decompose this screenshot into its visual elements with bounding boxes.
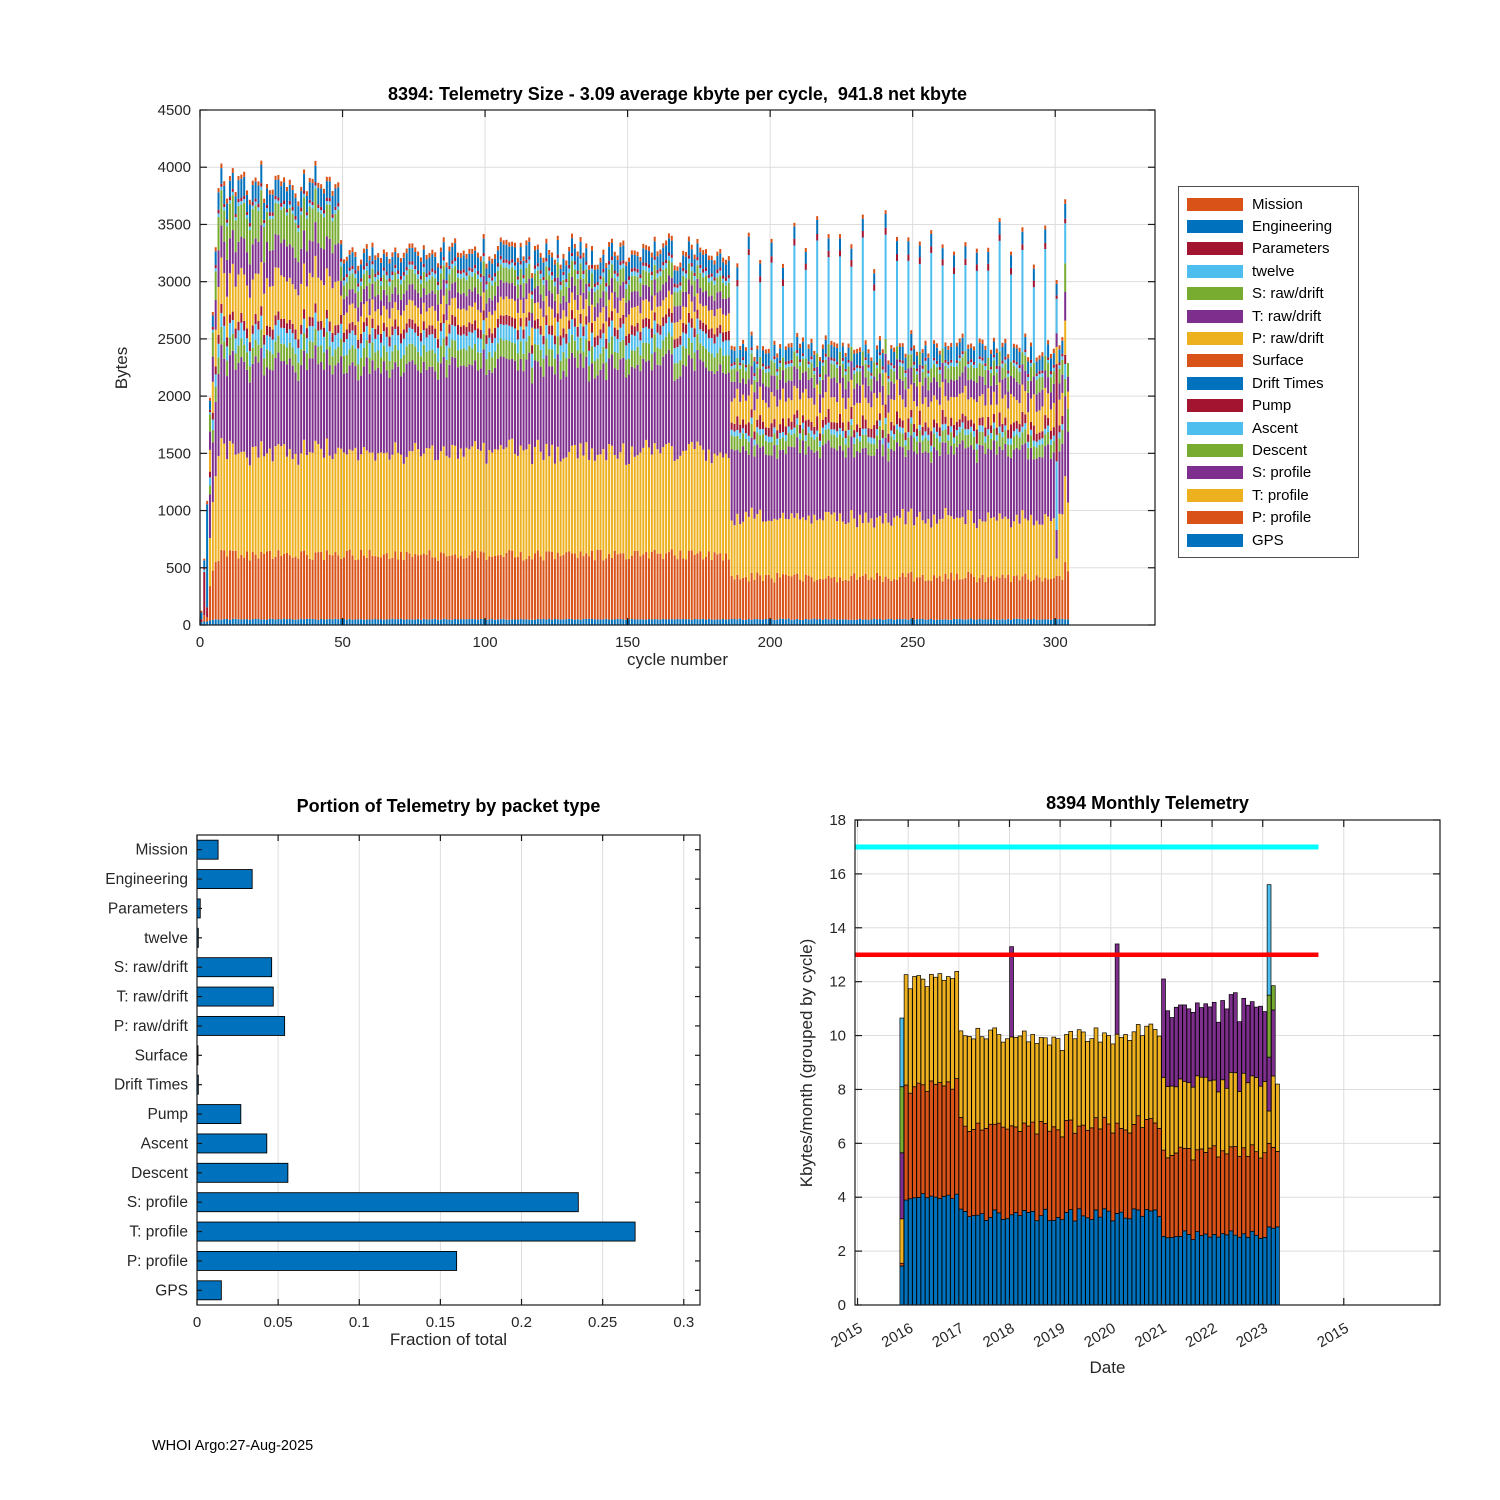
legend-swatch-icon: [1187, 310, 1243, 323]
svg-text:0.05: 0.05: [263, 1314, 293, 1331]
legend-item: [1187, 283, 1350, 305]
legend-item: [1187, 462, 1350, 484]
legend-label: P: raw/drift: [1252, 330, 1324, 348]
legend-item: [1187, 395, 1350, 417]
monthly-chart-xlabel: Date: [1089, 1358, 1126, 1377]
legend-label: Mission: [1252, 195, 1303, 213]
footer-text: WHOI Argo:27-Aug-2025: [152, 1438, 314, 1454]
legend-label: Engineering: [1252, 218, 1333, 236]
svg-text:Descent: Descent: [131, 1164, 188, 1182]
svg-text:S: profile: S: profile: [126, 1194, 188, 1212]
svg-text:2500: 2500: [157, 330, 191, 348]
legend-item: [1187, 417, 1350, 439]
svg-text:300: 300: [1042, 634, 1068, 651]
legend-swatch-icon: [1187, 511, 1243, 524]
svg-text:18: 18: [829, 812, 846, 829]
legend-swatch-icon: [1187, 354, 1243, 367]
legend-swatch-icon: [1187, 220, 1243, 233]
svg-text:150: 150: [615, 634, 641, 651]
svg-text:12: 12: [829, 973, 846, 991]
svg-text:0.2: 0.2: [511, 1314, 532, 1331]
svg-text:Mission: Mission: [135, 841, 188, 859]
legend-label: Surface: [1252, 352, 1304, 370]
svg-text:0.3: 0.3: [673, 1314, 695, 1331]
svg-text:1500: 1500: [157, 445, 191, 463]
svg-text:Parameters: Parameters: [107, 900, 188, 918]
svg-text:T: profile: T: profile: [129, 1223, 188, 1241]
portion-chart-title: Portion of Telemetry by packet type: [296, 796, 601, 816]
svg-text:100: 100: [472, 634, 498, 651]
legend-swatch-icon: [1187, 534, 1243, 547]
svg-text:500: 500: [165, 559, 191, 577]
legend-label: Pump: [1252, 397, 1292, 415]
legend: [1178, 186, 1359, 558]
legend-swatch-icon: [1187, 466, 1243, 479]
legend-label: P: profile: [1252, 509, 1312, 527]
legend-label: Drift Times: [1252, 374, 1324, 392]
legend-item: [1187, 372, 1350, 394]
legend-item: [1187, 327, 1350, 349]
svg-text:0: 0: [837, 1297, 846, 1314]
svg-text:Drift Times: Drift Times: [113, 1076, 188, 1094]
legend-label: twelve: [1252, 262, 1295, 280]
svg-text:3500: 3500: [157, 216, 191, 234]
svg-text:2020: 2020: [1081, 1319, 1119, 1352]
legend-item: [1187, 238, 1350, 260]
legend-label: Ascent: [1252, 419, 1298, 437]
svg-text:2000: 2000: [157, 388, 191, 406]
svg-text:GPS: GPS: [155, 1282, 188, 1300]
svg-text:P: profile: P: profile: [126, 1252, 188, 1270]
svg-text:0: 0: [195, 634, 205, 651]
legend-swatch-icon: [1187, 422, 1243, 435]
svg-text:1000: 1000: [157, 502, 191, 520]
svg-text:Pump: Pump: [147, 1106, 188, 1124]
legend-item: [1187, 193, 1350, 215]
svg-text:200: 200: [757, 634, 783, 651]
svg-text:10: 10: [829, 1027, 846, 1045]
svg-text:Ascent: Ascent: [140, 1135, 188, 1153]
legend-label: GPS: [1252, 531, 1284, 549]
svg-text:4000: 4000: [157, 159, 191, 177]
legend-item: [1187, 439, 1350, 461]
svg-text:16: 16: [829, 865, 846, 883]
legend-swatch-icon: [1187, 377, 1243, 390]
legend-item: [1187, 506, 1350, 528]
top-chart: [158, 102, 1155, 651]
monthly-chart-title: 8394 Monthly Telemetry: [1046, 793, 1249, 813]
svg-text:2019: 2019: [1030, 1319, 1069, 1352]
legend-swatch-icon: [1187, 242, 1243, 255]
svg-text:2015: 2015: [1314, 1319, 1352, 1352]
svg-text:250: 250: [900, 634, 926, 651]
legend-label: S: profile: [1252, 464, 1312, 482]
svg-text:Surface: Surface: [134, 1047, 188, 1065]
svg-text:P: raw/drift: P: raw/drift: [113, 1017, 188, 1035]
svg-text:Engineering: Engineering: [105, 871, 188, 889]
portion-chart: [105, 835, 700, 1331]
legend-swatch-icon: [1187, 332, 1243, 345]
svg-text:2021: 2021: [1132, 1319, 1170, 1352]
monthly-chart: [828, 812, 1440, 1351]
legend-swatch-icon: [1187, 444, 1243, 457]
svg-text:S: raw/drift: S: raw/drift: [113, 959, 188, 977]
legend-label: T: raw/drift: [1252, 307, 1322, 325]
svg-text:4: 4: [837, 1189, 846, 1207]
monthly-chart-ylabel: Kbytes/month (grouped by cycle): [797, 938, 816, 1188]
legend-label: T: profile: [1252, 486, 1309, 504]
svg-text:2: 2: [837, 1243, 846, 1261]
top-chart-ylabel: Bytes: [112, 346, 131, 390]
legend-swatch-icon: [1187, 489, 1243, 502]
svg-text:0.15: 0.15: [425, 1314, 455, 1331]
legend-item: [1187, 215, 1350, 237]
top-chart-title: 8394: Telemetry Size - 3.09 average kbyte per cycle, 941.8 net kbyte: [388, 84, 967, 104]
legend-swatch-icon: [1187, 399, 1243, 412]
svg-text:2022: 2022: [1182, 1319, 1221, 1352]
svg-text:0.25: 0.25: [588, 1314, 618, 1331]
legend-item: [1187, 260, 1350, 282]
legend-swatch-icon: [1187, 265, 1243, 278]
legend-label: Parameters: [1252, 240, 1330, 258]
svg-text:2023: 2023: [1233, 1319, 1271, 1352]
legend-swatch-icon: [1187, 198, 1243, 211]
legend-swatch-icon: [1187, 287, 1243, 300]
svg-text:0.1: 0.1: [348, 1314, 370, 1331]
svg-text:50: 50: [334, 634, 351, 651]
legend-item: [1187, 484, 1350, 506]
svg-text:6: 6: [837, 1135, 846, 1153]
svg-text:4500: 4500: [157, 102, 191, 119]
svg-text:3000: 3000: [157, 273, 191, 291]
svg-text:0: 0: [182, 617, 191, 634]
svg-text:2015: 2015: [828, 1319, 866, 1352]
legend-item: [1187, 529, 1350, 551]
svg-text:T: raw/drift: T: raw/drift: [116, 988, 188, 1006]
legend-label: S: raw/drift: [1252, 285, 1324, 303]
svg-text:2018: 2018: [980, 1319, 1018, 1352]
legend-item: [1187, 305, 1350, 327]
portion-chart-xlabel: Fraction of total: [389, 1330, 508, 1349]
svg-text:2017: 2017: [929, 1319, 967, 1352]
legend-label: Descent: [1252, 441, 1308, 459]
legend-item: [1187, 350, 1350, 372]
svg-text:8: 8: [837, 1081, 846, 1099]
svg-text:14: 14: [829, 919, 846, 937]
top-chart-xlabel: cycle number: [626, 650, 729, 669]
svg-text:twelve: twelve: [144, 929, 188, 947]
svg-text:0: 0: [192, 1314, 202, 1331]
svg-text:2016: 2016: [878, 1319, 917, 1352]
